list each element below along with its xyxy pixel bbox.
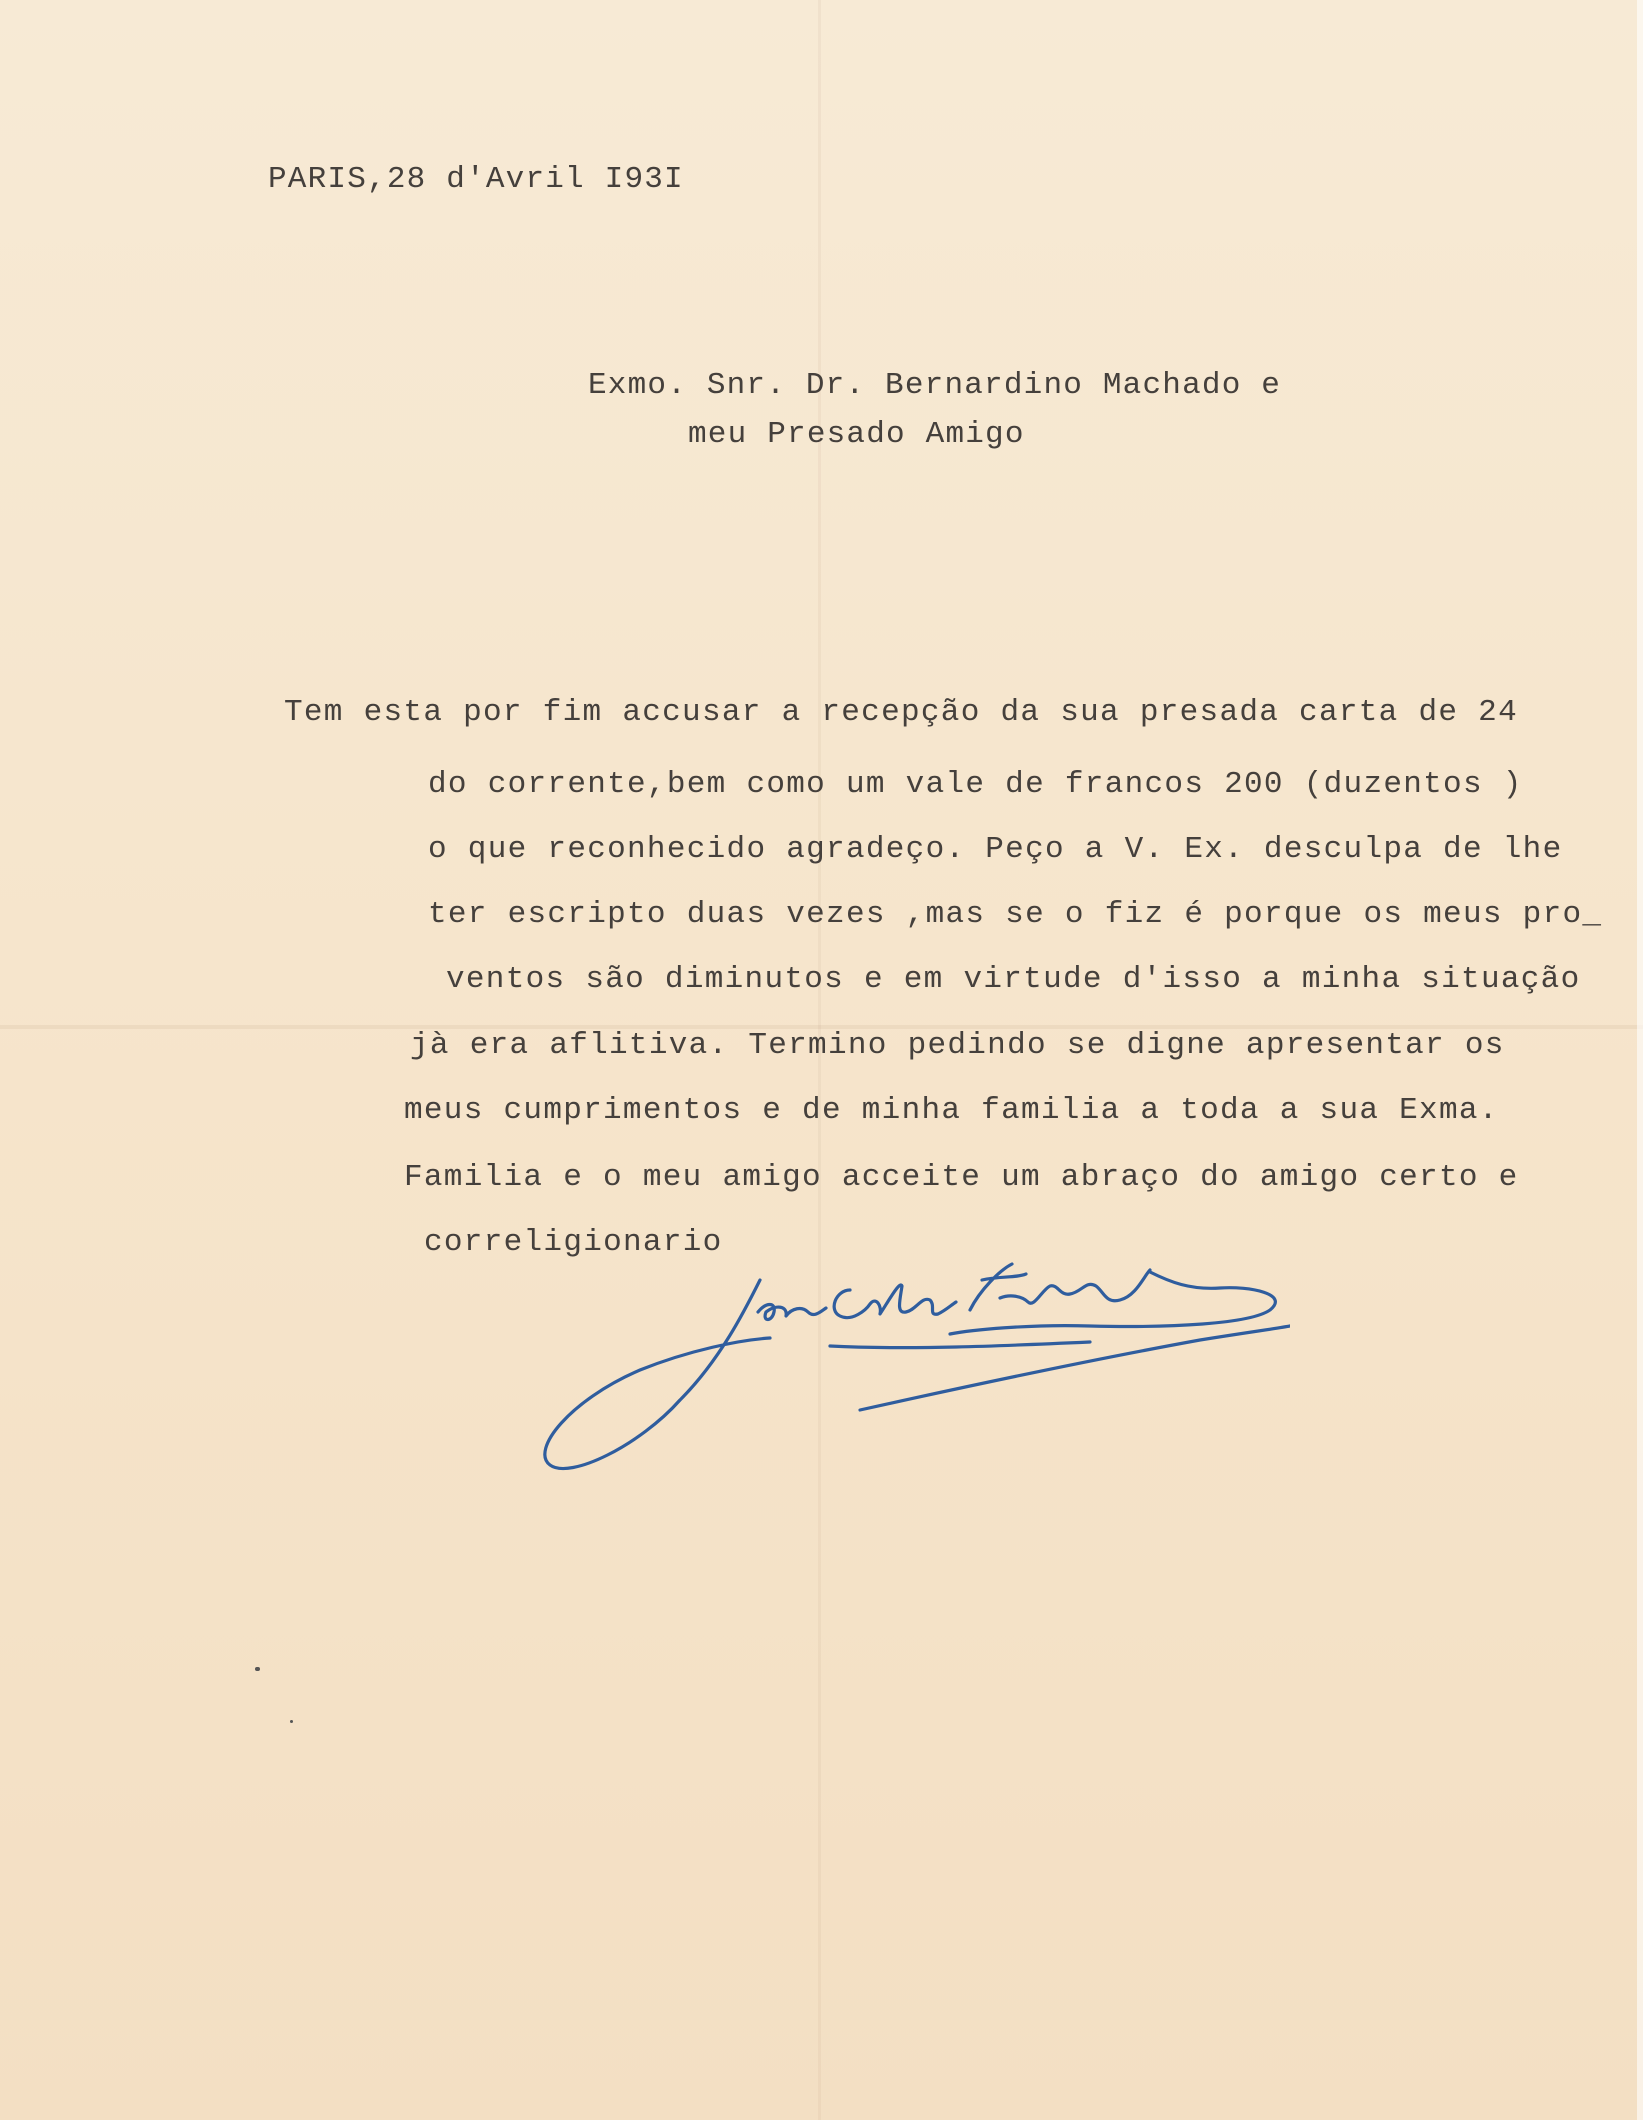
body-line: meus cumprimentos e de minha familia a toda a sua Exma. [404, 1093, 1499, 1128]
body-line: do corrente,bem como um vale de francos 200 (duzentos ) [428, 767, 1523, 802]
paper-speck [255, 1667, 260, 1671]
salutation-line-1: Exmo. Snr. Dr. Bernardino Machado e [588, 368, 1282, 403]
dateline: PARIS,28 d'Avril I93I [268, 162, 684, 197]
body-line: jà era aflitiva. Termino pedindo se digne apresentar os [410, 1028, 1505, 1063]
paper-edge [1637, 0, 1643, 2120]
body-line: o que reconhecido agradeço. Peço a V. Ex. desculpa de lhe [428, 832, 1563, 867]
salutation-line-2: meu Presado Amigo [688, 417, 1025, 452]
body-line: ter escripto duas vezes ,mas se o fiz é porque os meus pro_ [428, 897, 1603, 932]
body-line: Tem esta por fim accusar a recepção da sua presada carta de 24 [284, 695, 1518, 730]
body-line: Familia e o meu amigo acceite um abraço do amigo certo e [404, 1160, 1519, 1195]
handwritten-signature [530, 1250, 1290, 1480]
body-line: ventos são diminutos e em virtude d'isso a minha situação [446, 962, 1581, 997]
body-line: correligionario [424, 1225, 723, 1260]
paper-speck [290, 1720, 293, 1723]
